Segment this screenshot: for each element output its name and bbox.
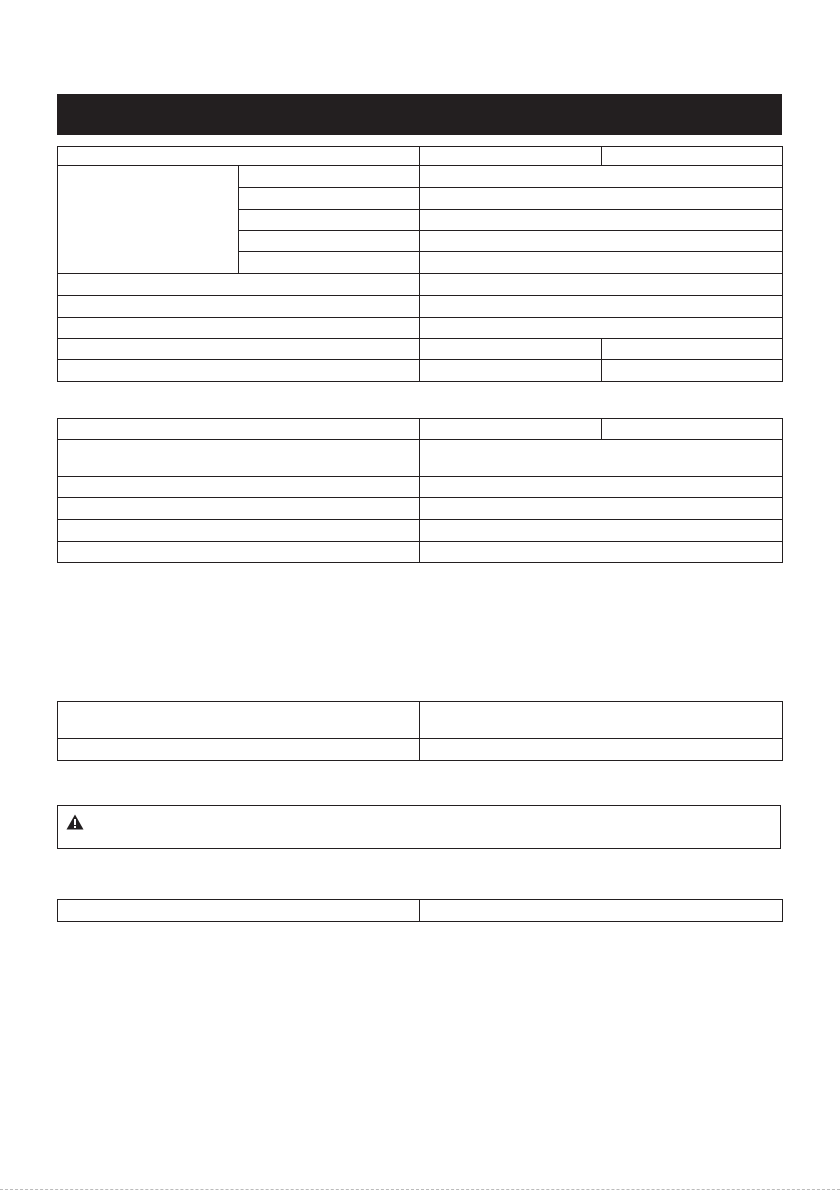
table-cell xyxy=(420,739,783,761)
table-cell xyxy=(239,231,420,252)
table-row xyxy=(58,339,783,360)
warning-box xyxy=(57,805,781,849)
table-row xyxy=(58,702,783,739)
section-header-banner xyxy=(57,94,782,135)
specifications-table xyxy=(57,146,783,382)
table-row xyxy=(58,318,783,339)
table-cell xyxy=(58,440,420,477)
table-row xyxy=(58,440,783,477)
table-cell xyxy=(58,477,420,498)
table-row xyxy=(58,296,783,318)
table-cell xyxy=(420,252,783,274)
table-cell xyxy=(420,296,783,318)
table-row xyxy=(58,739,783,761)
table-cell xyxy=(602,339,783,360)
table-cell xyxy=(239,166,420,188)
table-cell xyxy=(58,147,420,166)
table-cell xyxy=(420,477,783,498)
table-cell xyxy=(420,419,602,440)
table-cell xyxy=(58,739,420,761)
table-cell xyxy=(420,274,783,296)
table-cell xyxy=(420,147,602,166)
vibration-table xyxy=(57,899,783,922)
table-cell xyxy=(420,188,783,210)
table-cell xyxy=(239,252,420,274)
table-cell xyxy=(420,702,783,739)
table-row xyxy=(58,147,783,166)
table-row xyxy=(58,419,783,440)
table-row xyxy=(58,542,783,563)
table-cell xyxy=(58,360,420,382)
table-cell xyxy=(420,339,602,360)
noise-table xyxy=(57,701,783,761)
table-cell xyxy=(58,339,420,360)
page-bottom-rule xyxy=(0,1189,840,1190)
table-cell xyxy=(239,188,420,210)
table-cell xyxy=(58,498,420,520)
table-row xyxy=(58,477,783,498)
table-cell xyxy=(602,419,783,440)
table-cell xyxy=(58,900,420,922)
battery-table xyxy=(57,418,783,563)
table-cell xyxy=(58,296,420,318)
table-cell xyxy=(420,498,783,520)
table-cell xyxy=(58,419,420,440)
table-cell xyxy=(58,542,420,563)
table-cell xyxy=(239,210,420,231)
table-row xyxy=(58,360,783,382)
table-cell xyxy=(420,318,783,339)
table-row xyxy=(58,498,783,520)
table-cell xyxy=(420,210,783,231)
warning-triangle-icon xyxy=(66,814,84,830)
table-cell xyxy=(420,440,783,477)
table-cell xyxy=(420,166,783,188)
table-cell xyxy=(602,360,783,382)
table-row xyxy=(58,520,783,542)
table-cell xyxy=(420,542,783,563)
table-row xyxy=(58,166,783,188)
table-cell xyxy=(58,520,420,542)
table-cell xyxy=(58,166,239,274)
table-row xyxy=(58,900,783,922)
table-cell xyxy=(420,360,602,382)
table-cell xyxy=(58,318,420,339)
table-cell xyxy=(602,147,783,166)
table-cell xyxy=(58,702,420,739)
table-row xyxy=(58,274,783,296)
table-cell xyxy=(58,274,420,296)
table-cell xyxy=(420,231,783,252)
table-cell xyxy=(420,900,783,922)
table-cell xyxy=(420,520,783,542)
